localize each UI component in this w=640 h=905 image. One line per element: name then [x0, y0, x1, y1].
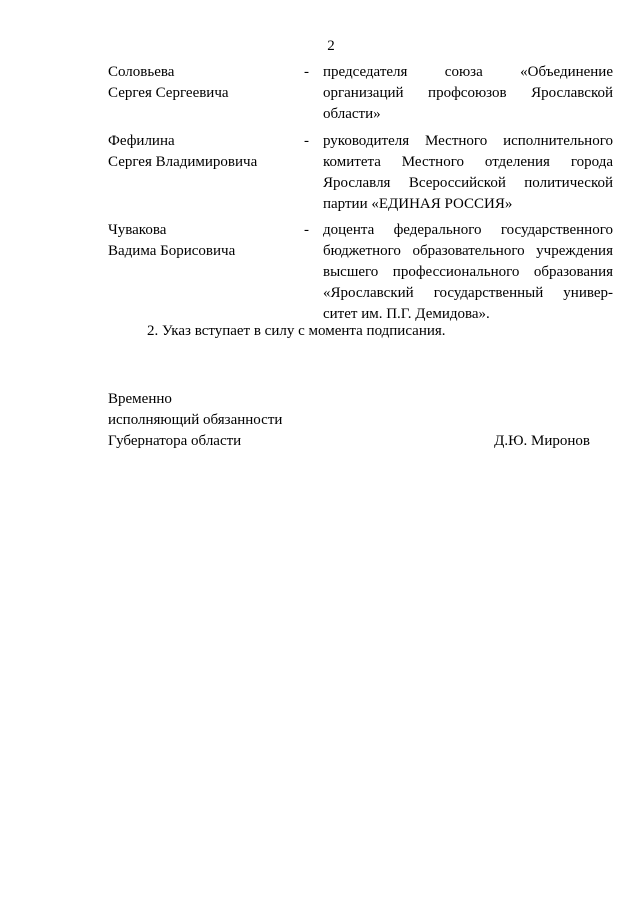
signature-position-line: исполняющий обязанности	[108, 412, 283, 428]
role-line: доцента федерального государственного	[323, 222, 613, 238]
member-role	[323, 131, 613, 215]
role-line: руководителя Местного исполнительного	[323, 133, 613, 149]
role-line: Ярославля Всероссийской политической	[323, 175, 613, 191]
member-surname: Чувакова	[108, 222, 167, 238]
role-line: организаций профсоюзов Ярославской	[323, 85, 613, 101]
member-dash: -	[304, 222, 309, 238]
role-line: комитета Местного отделения города	[323, 154, 613, 170]
member-name	[108, 62, 288, 104]
role-line: «Ярославский государственный универ-	[323, 285, 613, 301]
signer-name: Д.Ю. Миронов	[494, 433, 590, 449]
member-given-name: Вадима Борисовича	[108, 243, 236, 259]
member-surname: Соловьева	[108, 64, 175, 80]
member-role	[323, 220, 613, 325]
signature-position-line: Временно	[108, 391, 172, 407]
signature-block	[108, 389, 590, 452]
role-line: ситет им. П.Г. Демидова».	[323, 306, 490, 322]
member-given-name: Сергея Сергеевича	[108, 85, 229, 101]
signature-position-line: Губернатора области	[108, 433, 242, 449]
role-line: партии «ЕДИНАЯ РОССИЯ»	[323, 196, 513, 212]
member-role	[323, 62, 613, 125]
member-surname: Фефилина	[108, 133, 175, 149]
page-number: 2	[327, 38, 335, 54]
role-line: области»	[323, 106, 381, 122]
member-dash: -	[304, 133, 309, 149]
role-line: председателя союза «Объединение	[323, 64, 613, 80]
role-line: высшего профессионального образования	[323, 264, 613, 280]
role-line: бюджетного образовательного учреждения	[323, 243, 613, 259]
member-name	[108, 131, 288, 173]
member-dash: -	[304, 64, 309, 80]
member-name	[108, 220, 288, 262]
decree-clause: 2. Указ вступает в силу с момента подписания.	[147, 323, 446, 339]
member-given-name: Сергея Владимировича	[108, 154, 258, 170]
